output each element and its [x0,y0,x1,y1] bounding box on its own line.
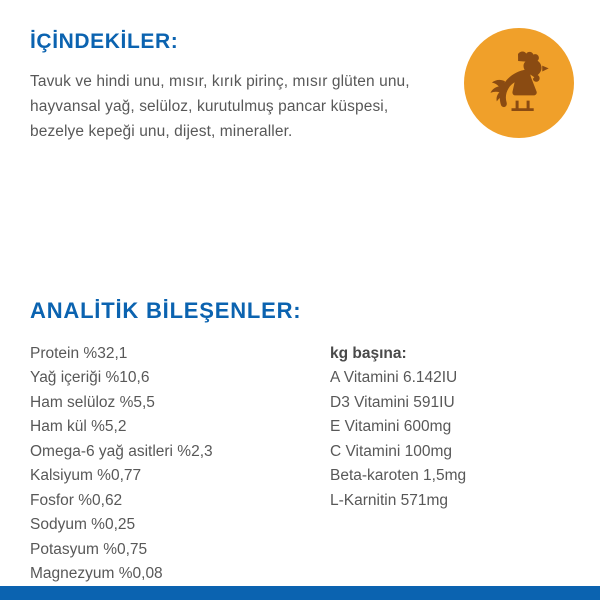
list-item: Beta-karoten 1,5mg [330,467,467,485]
list-item: Yağ içeriği %10,6 [30,369,150,387]
list-item: Protein %32,1 [30,345,128,362]
chicken-icon [488,50,550,116]
list-item: C Vitamini 100mg [330,442,453,460]
analytical-right-column [330,342,570,513]
list-item: E Vitamini 600mg [330,418,452,436]
list-item: A Vitamini 6.142IU [330,369,458,387]
list-item: Ham selüloz %5,5 [30,393,155,411]
chicken-badge [464,28,574,138]
list-item: Magnezyum %0,08 [30,565,163,583]
list-item: Potasyum %0,75 [30,540,148,558]
list-item: L-Karnitin 571mg [330,491,449,509]
analytical-columns [30,342,570,587]
per-kg-heading: kg başına: [330,345,407,362]
ingredients-title: İÇİNDEKİLER: [30,30,179,53]
analytical-constituents-section [30,298,570,587]
analytical-title: ANALİTİK BİLEŞENLER: [30,298,302,323]
list-item: Sodyum %0,25 [30,516,136,534]
list-item: Kalsiyum %0,77 [30,467,142,485]
bottom-accent-bar [0,586,600,600]
analytical-left-column [30,342,330,587]
list-item: Ham kül %5,2 [30,418,127,436]
ingredients-text: Tavuk ve hindi unu, mısır, kırık pirinç, mısır glüten unu, hayvansal yağ, selüloz, kurutulmuş pancar küspesi, bezelye kepeği unu, dijest, mineraller. [30,72,410,140]
list-item: Fosfor %0,62 [30,491,123,509]
list-item: Omega-6 yağ asitleri %2,3 [30,442,213,460]
list-item: D3 Vitamini 591IU [330,393,455,411]
